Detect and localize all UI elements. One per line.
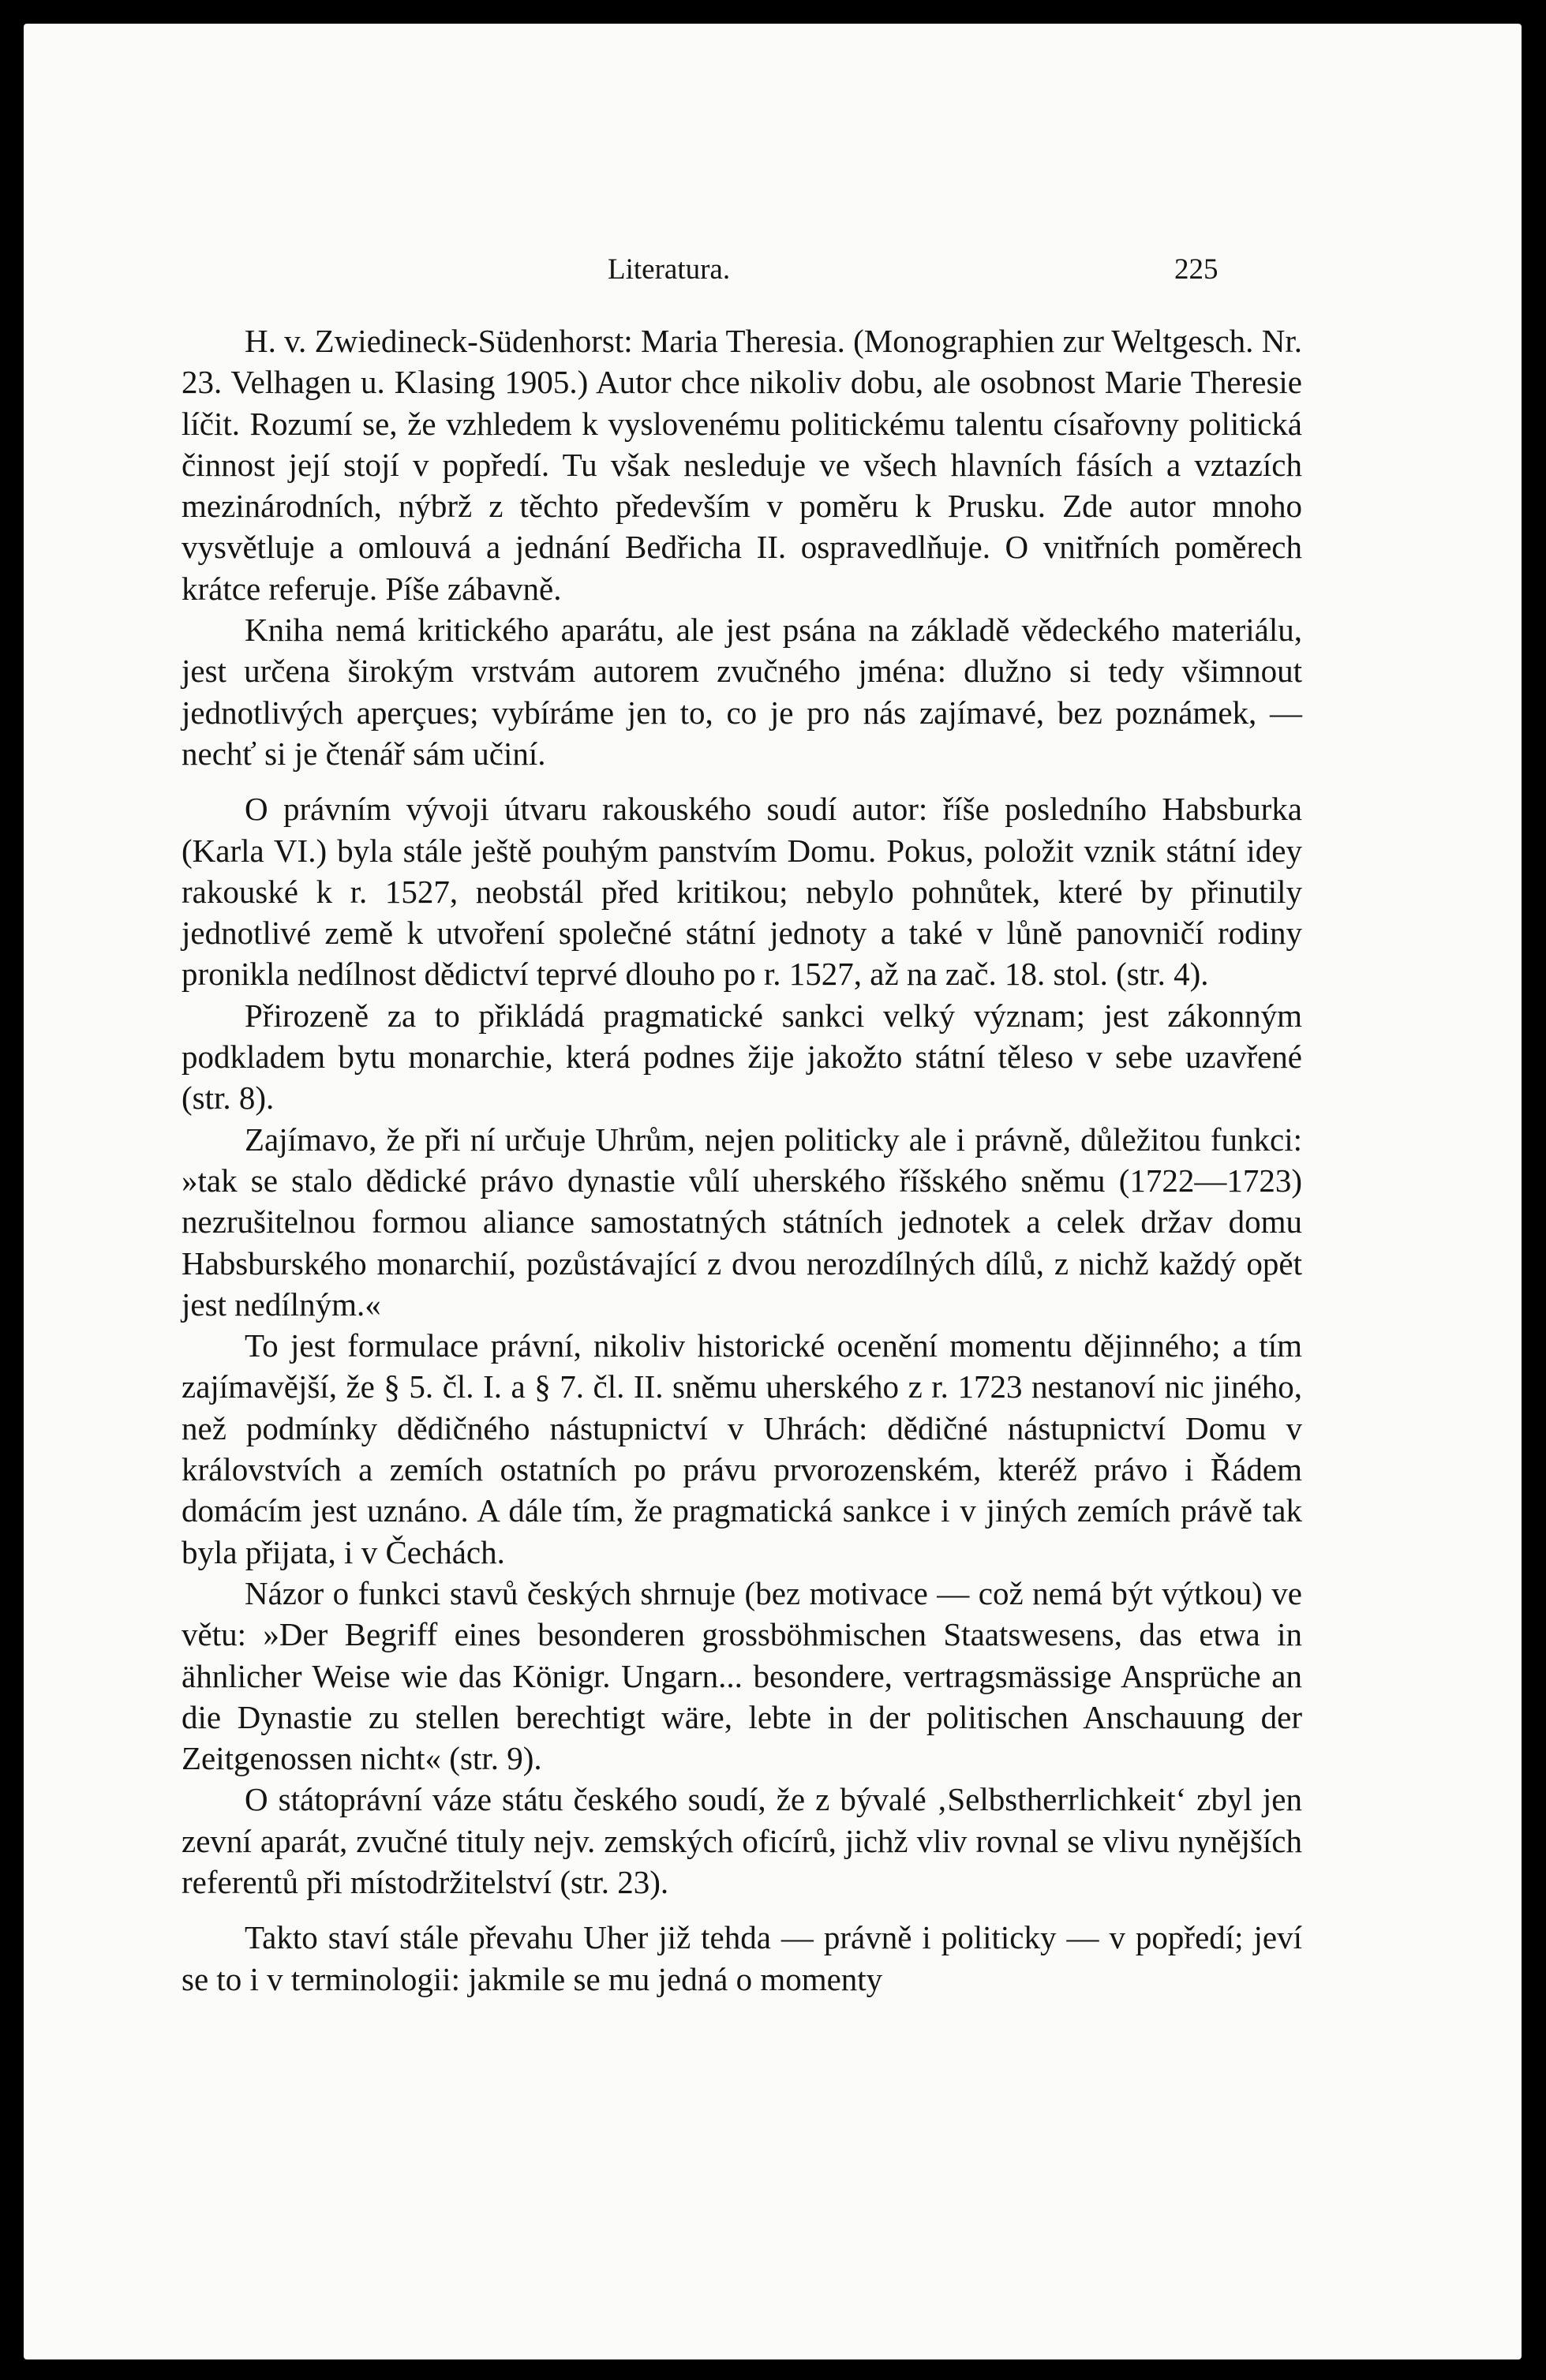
page-number: 225 — [1174, 253, 1218, 286]
body-text — [182, 320, 1302, 2000]
paragraph: O právním vývoji útvaru rakouského soudí autor: říše posledního Habsburka (Karla VI.) byla stále ještě pouhým panstvím Domu. Pokus, položit vznik státní idey rakouské k r. 1527, neobstál před kritikou; nebylo pohnůtek, které by přinutily jednotlivé země k utvoření společné státní jednoty a také v lůně panovničí rodiny pronikla nedílnost dědictví teprvé dlouho po r. 1527, až na zač. 18. stol. (str. 4). — [182, 791, 1302, 993]
paragraph: Kniha nemá kritického aparátu, ale jest psána na základě vědeckého materiálu, jest určena širokým vrstvám autorem zvučného jména: dlužno si tedy všimnout jednotlivých aperçues; vybíráme jen to, co je pro nás zajímavé, bez poznámek, — nechť si je čtenář sám učiní. — [182, 612, 1302, 772]
paragraph: O státoprávní váze státu českého soudí, že z bývalé ‚Selbstherrlichkeit‘ zbyl jen zevní aparát, zvučné tituly nejv. zemských oficírů, jichž vliv rovnal se vlivu nynějších referentů při místodržitelství (str. 23). — [182, 1781, 1302, 1900]
book-page — [24, 24, 1522, 2359]
paragraph: Názor o funkci stavů českých shrnuje (bez motivace — což nemá být výtkou) ve větu: »Der Begriff eines besonderen grossböhmischen Staatswesens, das etwa in ähnlicher Weise wie das Königr. Ungarn... besondere, vertragsmässige Ansprüche an die Dynastie zu stellen berechtigt wäre, lebte in der politischen Anschauung der Zeitgenossen nicht« (str. 9). — [182, 1574, 1302, 1777]
paragraph: Přirozeně za to přikládá pragmatické sankci velký význam; jest zákonným podkladem bytu monarchie, která podnes žije jakožto státní těleso v sebe uzavřené (str. 8). — [182, 997, 1302, 1117]
paragraph: To jest formulace právní, nikoliv historické ocenění momentu dějinného; a tím zajímavější, že § 5. čl. I. a § 7. čl. II. sněmu uherského z r. 1723 nestanoví nic jiného, než podmínky dědičného nástupnictví v Uhrách: dědičné nástupnictví Domu v královstvích a zemích ostatních po právu prvorozenském, kteréž právo i Řádem domácím jest uznáno. A dále tím, že pragmatická sankce i v jiných zemích právě tak byla přijata, i v Čechách. — [182, 1327, 1302, 1570]
running-title: Literatura. — [608, 253, 731, 286]
running-header — [24, 253, 1522, 300]
paragraph: Takto staví stále převahu Uher již tehda — právně i politicky — v popředí; jeví se to i v terminologii: jakmile se mu jedná o momenty — [182, 1919, 1302, 1997]
paragraph: Zajímavo, že při ní určuje Uhrům, nejen politicky ale i právně, důležitou funkci: »tak se stalo dědické právo dynastie vůlí uherského říšského sněmu (1722—1723) nezrušitelnou formou aliance samostatných státních jednotek a celek držav domu Habsburského monarchií, pozůstávající z dvou nerozdílných dílů, z nichž každý opět jest nedílným.« — [182, 1121, 1302, 1323]
paragraph-review-heading: H. v. Zwiedineck-Südenhorst: Maria Theresia. (Monographien zur Weltgesch. Nr. 23. Velhagen u. Klasing 1905.) Autor chce nikoliv dobu, ale osobnost Marie Theresie líčit. Rozumí se, že vzhledem k vyslovenému politickému talentu císařovny politická činnost její stojí v popředí. Tu však nesleduje ve všech hlavních fásích a vztazích mezinárodních, nýbrž z těchto především v poměru k Prusku. Zde autor mnoho vysvětluje a omlouvá a jednání Bedřicha II. ospravedlňuje. O vnitřních poměrech krátce referuje. Píše zábavně. — [182, 323, 1302, 607]
